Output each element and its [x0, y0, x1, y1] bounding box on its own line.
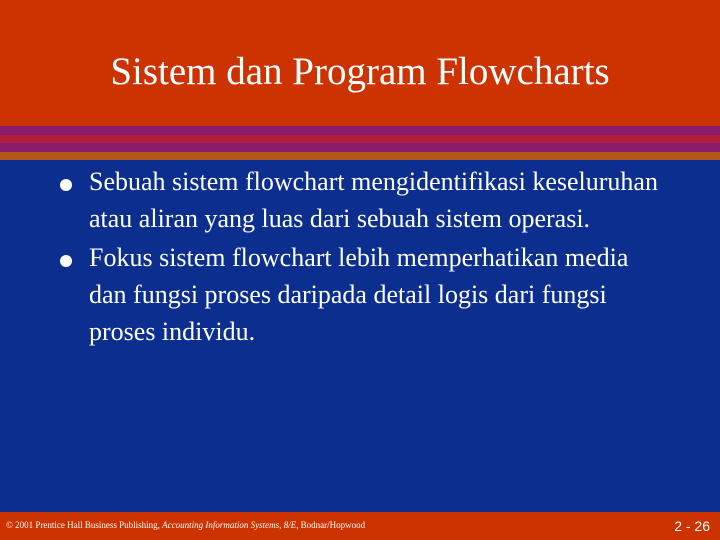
- slide-title: Sistem dan Program Flowcharts: [110, 50, 610, 93]
- bullet-item: [60, 163, 660, 237]
- book-title: Accounting Information Systems, 8/E: [162, 520, 297, 530]
- decorative-stripe: [0, 143, 720, 152]
- copyright-text: [6, 519, 365, 531]
- page-number: 2 - 26: [674, 518, 710, 534]
- footer: [0, 512, 720, 540]
- bullet-list: [60, 163, 660, 350]
- bullet-dot-icon: [60, 255, 72, 267]
- copyright-authors: , Bodnar/Hopwood: [296, 520, 366, 530]
- bullet-item: [60, 239, 660, 350]
- decorative-stripe: [0, 152, 720, 160]
- bullet-dot-icon: [60, 179, 72, 191]
- decorative-stripe: [0, 135, 720, 143]
- copyright-prefix: © 2001 Prentice Hall Business Publishing,: [6, 520, 163, 530]
- decorative-stripe: [0, 126, 720, 135]
- title-band: [0, 0, 720, 126]
- bullet-text: Fokus sistem flowchart lebih memperhatikan media dan fungsi proses daripada detail logis dari fungsi proses individu.: [89, 243, 629, 346]
- bullet-text: Sebuah sistem flowchart mengidentifikasi keseluruhan atau aliran yang luas dari sebuah sistem operasi.: [89, 167, 658, 233]
